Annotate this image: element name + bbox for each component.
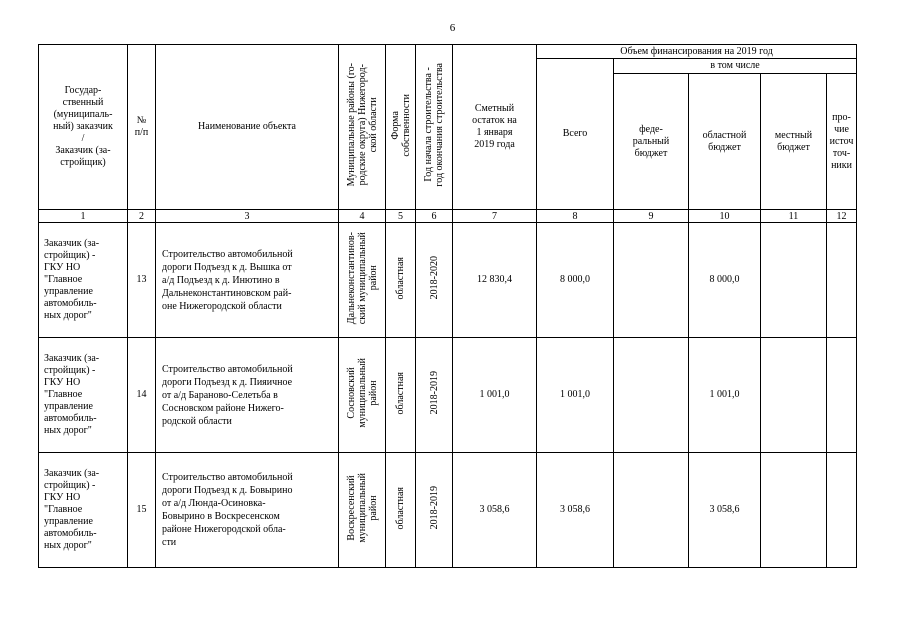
federal-cell bbox=[614, 338, 689, 453]
column-number: 6 bbox=[416, 210, 453, 223]
district-cell: Сосновский муниципальный район bbox=[339, 338, 386, 453]
header-other: про- чие источ точ- ники bbox=[827, 74, 857, 210]
header-customer: Государ- ственный (муниципаль- ный) заказчик / Заказчик (за- стройщик) bbox=[39, 45, 128, 210]
column-number-row bbox=[39, 210, 857, 223]
table-row bbox=[39, 453, 857, 568]
regional-cell: 8 000,0 bbox=[689, 223, 761, 338]
customer-cell: Заказчик (за- стройщик) - ГКУ НО "Главное управление автомобиль- ных дорог" bbox=[39, 338, 128, 453]
object-name-cell: Строительство автомобильной дороги Подъезд к д. Пияичное от а/д Бараново-Селетьба в Сосновском районе Нижего- родской области bbox=[156, 338, 339, 453]
header-financing: Объем финансирования на 2019 год bbox=[537, 45, 857, 59]
header-regional: областной бюджет bbox=[689, 74, 761, 210]
ownership-cell: областная bbox=[386, 453, 416, 568]
column-number: 2 bbox=[128, 210, 156, 223]
local-cell bbox=[761, 338, 827, 453]
header-district: Муниципальные районы (го- родские округа) Нижегород- ской области bbox=[339, 45, 386, 210]
total-cell: 1 001,0 bbox=[537, 338, 614, 453]
other-cell bbox=[827, 453, 857, 568]
federal-cell bbox=[614, 223, 689, 338]
header-years: Год начала строительства - год окончания строительства bbox=[416, 45, 453, 210]
page-number: 6 bbox=[449, 22, 456, 34]
object-name-cell: Строительство автомобильной дороги Подъезд к д. Вышка от а/д Подъезд к д. Инютино в Дальнеконстантиновском рай- оне Нижегородской области bbox=[156, 223, 339, 338]
regional-cell: 3 058,6 bbox=[689, 453, 761, 568]
column-number: 10 bbox=[689, 210, 761, 223]
header-object-name: Наименование объекта bbox=[156, 45, 339, 210]
other-cell bbox=[827, 338, 857, 453]
column-number: 11 bbox=[761, 210, 827, 223]
estimate-cell: 12 830,4 bbox=[453, 223, 537, 338]
row-number-cell: 14 bbox=[128, 338, 156, 453]
column-number: 7 bbox=[453, 210, 537, 223]
column-number: 4 bbox=[339, 210, 386, 223]
estimate-cell: 3 058,6 bbox=[453, 453, 537, 568]
customer-cell: Заказчик (за- стройщик) - ГКУ НО "Главное управление автомобиль- ных дорог" bbox=[39, 223, 128, 338]
customer-cell: Заказчик (за- стройщик) - ГКУ НО "Главное управление автомобиль- ных дорог" bbox=[39, 453, 128, 568]
header-ownership: Форма собственности bbox=[386, 45, 416, 210]
total-cell: 3 058,6 bbox=[537, 453, 614, 568]
header-estimate: Сметный остаток на 1 января 2019 года bbox=[453, 45, 537, 210]
object-name-cell: Строительство автомобильной дороги Подъезд к д. Бовырино от а/д Люнда-Осиновка- Бовырино в Воскресенском районе Нижегородской обла- сти bbox=[156, 453, 339, 568]
row-number-cell: 13 bbox=[128, 223, 156, 338]
total-cell: 8 000,0 bbox=[537, 223, 614, 338]
district-cell: Дальнеконстантинов- ский муниципальный район bbox=[339, 223, 386, 338]
column-number: 12 bbox=[827, 210, 857, 223]
ownership-cell: областная bbox=[386, 338, 416, 453]
column-number: 3 bbox=[156, 210, 339, 223]
other-cell bbox=[827, 223, 857, 338]
header-total: Всего bbox=[537, 59, 614, 210]
header-including: в том числе bbox=[614, 59, 857, 74]
federal-cell bbox=[614, 453, 689, 568]
years-cell: 2018-2020 bbox=[416, 223, 453, 338]
table-row bbox=[39, 338, 857, 453]
column-number: 1 bbox=[39, 210, 128, 223]
column-number: 8 bbox=[537, 210, 614, 223]
years-cell: 2018-2019 bbox=[416, 338, 453, 453]
local-cell bbox=[761, 453, 827, 568]
row-number-cell: 15 bbox=[128, 453, 156, 568]
table-row bbox=[39, 223, 857, 338]
regional-cell: 1 001,0 bbox=[689, 338, 761, 453]
district-cell: Воскресенский муниципальный район bbox=[339, 453, 386, 568]
column-number: 9 bbox=[614, 210, 689, 223]
ownership-cell: областная bbox=[386, 223, 416, 338]
local-cell bbox=[761, 223, 827, 338]
years-cell: 2018-2019 bbox=[416, 453, 453, 568]
financing-table bbox=[38, 44, 857, 568]
column-number: 5 bbox=[386, 210, 416, 223]
estimate-cell: 1 001,0 bbox=[453, 338, 537, 453]
header-federal: феде- ральный бюджет bbox=[614, 74, 689, 210]
header-num: № п/п bbox=[128, 45, 156, 210]
header-local: местный бюджет bbox=[761, 74, 827, 210]
